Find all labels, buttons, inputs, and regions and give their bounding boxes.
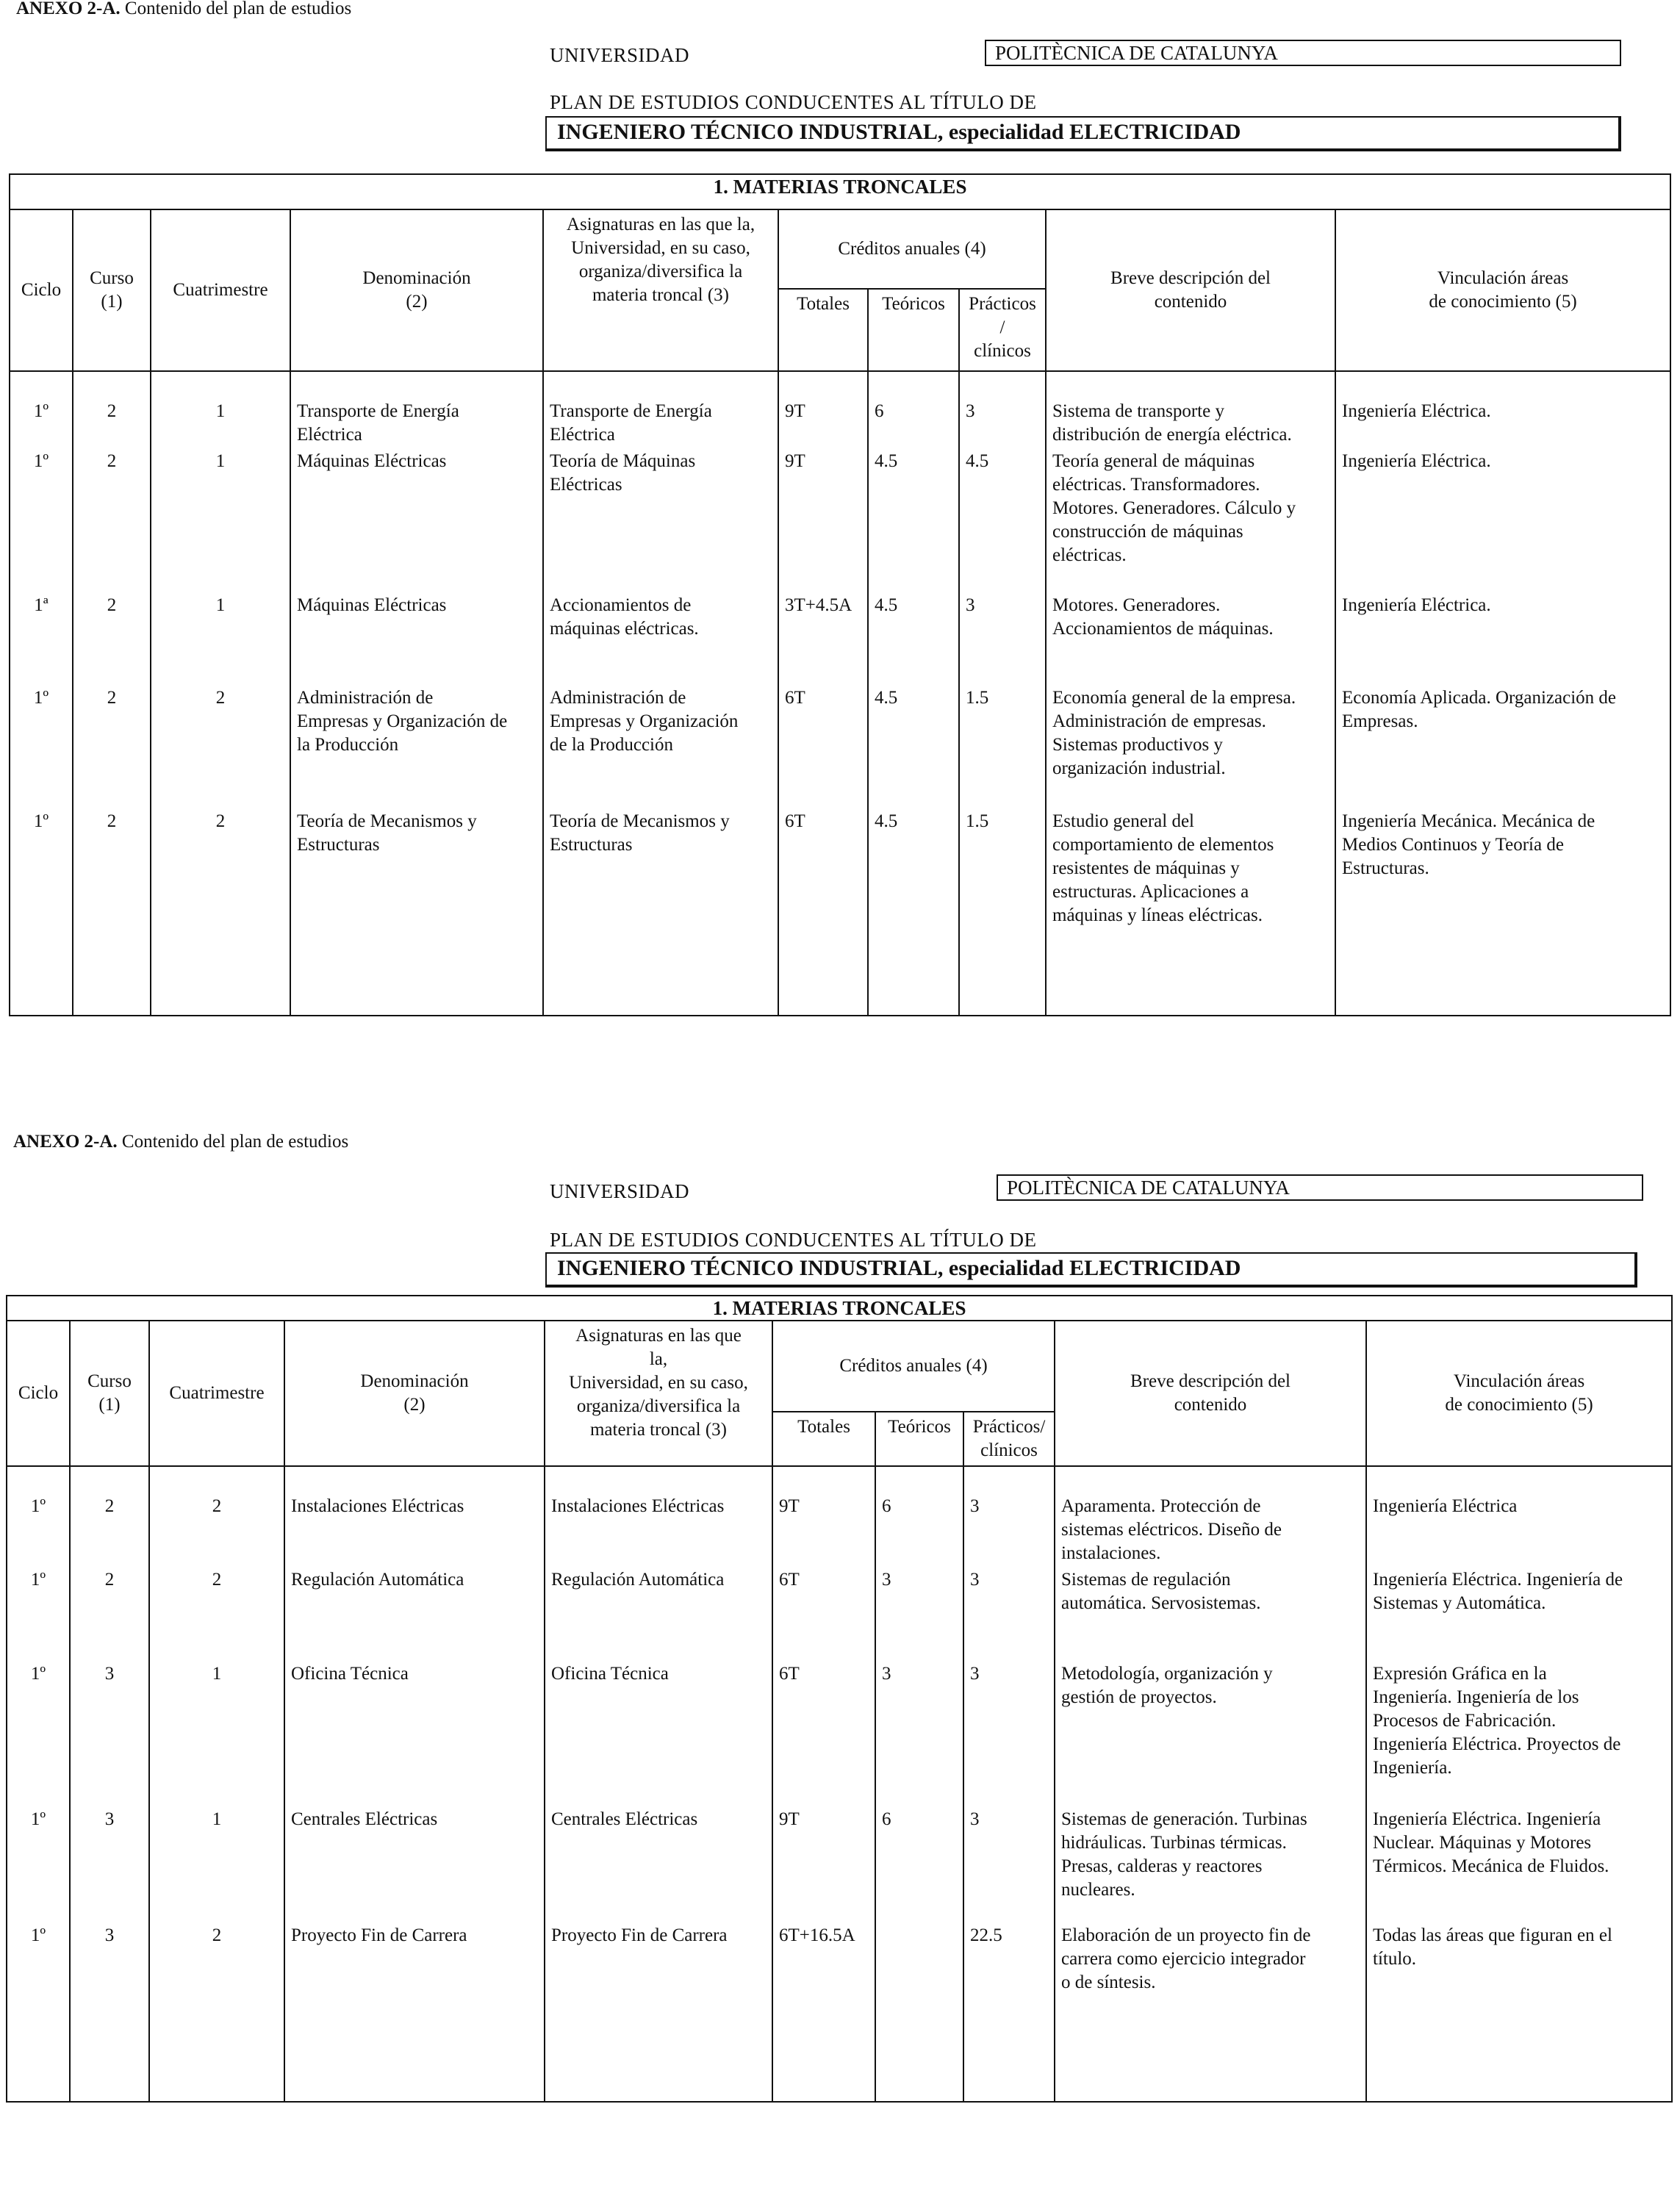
- teoricos-cell: 3: [875, 1565, 963, 1659]
- cuatrimestre-cell: 1: [151, 591, 290, 683]
- descripcion-cell: Motores. Generadores. Accionamientos de máquinas.: [1046, 591, 1335, 683]
- practicos-cell: 3: [963, 1659, 1055, 1805]
- header-creditos: Créditos anuales (4): [778, 209, 1046, 289]
- header-practicos: Prácticos/ clínicos: [963, 1412, 1055, 1466]
- practicos-cell: 22.5: [963, 1921, 1055, 2102]
- practicos-cell: 1.5: [959, 807, 1046, 1016]
- table-row: [7, 1805, 1672, 1921]
- curso-cell: 3: [70, 1805, 149, 1921]
- vinculacion-cell: Economía Aplicada. Organización de Empresas.: [1335, 683, 1670, 807]
- table-row: [7, 1659, 1672, 1805]
- denominacion-cell: Máquinas Eléctricas: [290, 447, 543, 591]
- descripcion-cell: Sistemas de generación. Turbinas hidráulicas. Turbinas térmicas. Presas, calderas y reactores nucleares.: [1055, 1805, 1366, 1921]
- university-name-box: POLITÈCNICA DE CATALUNYA: [985, 40, 1621, 66]
- teoricos-cell: 4.5: [868, 807, 959, 1016]
- denominacion-cell: Administración de Empresas y Organización de la Producción: [290, 683, 543, 807]
- totales-cell: 6T: [778, 683, 868, 807]
- vinculacion-cell: Ingeniería Eléctrica.: [1335, 447, 1670, 591]
- ciclo-cell: 1º: [10, 683, 73, 807]
- header-practicos: Prácticos / clínicos: [959, 289, 1046, 371]
- university-label: UNIVERSIDAD: [550, 1180, 689, 1202]
- ciclo-cell: 1º: [10, 447, 73, 591]
- asignatura-cell: Centrales Eléctricas: [545, 1805, 772, 1921]
- header-curso: Curso (1): [73, 209, 151, 371]
- header-creditos: Créditos anuales (4): [772, 1321, 1055, 1412]
- degree-title-box: INGENIERO TÉCNICO INDUSTRIAL, especialidad ELECTRICIDAD: [545, 116, 1621, 151]
- header-asignaturas: Asignaturas en las que la, Universidad, en su caso, organiza/diversifica la materia troncal (3): [543, 209, 778, 371]
- asignatura-cell: Teoría de Mecanismos y Estructuras: [543, 807, 778, 1016]
- totales-cell: 6T+16.5A: [772, 1921, 875, 2102]
- cuatrimestre-cell: 1: [149, 1659, 284, 1805]
- header-cuatrimestre: Cuatrimestre: [149, 1321, 284, 1466]
- teoricos-cell: 6: [868, 371, 959, 447]
- cuatrimestre-cell: 1: [151, 371, 290, 447]
- header-curso: Curso (1): [70, 1321, 149, 1466]
- vinculacion-cell: Ingeniería Eléctrica. Ingeniería Nuclear. Máquinas y Motores Térmicos. Mecánica de Fluidos.: [1366, 1805, 1672, 1921]
- header-asignaturas: Asignaturas en las que la, Universidad, en su caso, organiza/diversifica la materia troncal (3): [545, 1321, 772, 1466]
- header-denominacion: Denominación (2): [284, 1321, 545, 1466]
- curso-cell: 3: [70, 1659, 149, 1805]
- header-teoricos: Teóricos: [868, 289, 959, 371]
- totales-cell: 6T: [778, 807, 868, 1016]
- totales-cell: 9T: [778, 447, 868, 591]
- practicos-cell: 4.5: [959, 447, 1046, 591]
- header-descripcion: Breve descripción del contenido: [1046, 209, 1335, 371]
- header-totales: Totales: [772, 1412, 875, 1466]
- asignatura-cell: Administración de Empresas y Organización de la Producción: [543, 683, 778, 807]
- ciclo-cell: 1º: [7, 1466, 70, 1565]
- asignatura-cell: Proyecto Fin de Carrera: [545, 1921, 772, 2102]
- header-ciclo: Ciclo: [10, 209, 73, 371]
- vinculacion-cell: Expresión Gráfica en la Ingeniería. Ingeniería de los Procesos de Fabricación. Ingeniería Eléctrica. Proyectos de Ingeniería.: [1366, 1659, 1672, 1805]
- plan-label: PLAN DE ESTUDIOS CONDUCENTES AL TÍTULO DE: [550, 91, 1037, 113]
- practicos-cell: 3: [963, 1805, 1055, 1921]
- teoricos-cell: 6: [875, 1466, 963, 1565]
- ciclo-cell: 1º: [7, 1565, 70, 1659]
- practicos-cell: 1.5: [959, 683, 1046, 807]
- descripcion-cell: Sistema de transporte y distribución de energía eléctrica.: [1046, 371, 1335, 447]
- asignatura-cell: Accionamientos de máquinas eléctricas.: [543, 591, 778, 683]
- cuatrimestre-cell: 1: [149, 1805, 284, 1921]
- totales-cell: 3T+4.5A: [778, 591, 868, 683]
- header-descripcion: Breve descripción del contenido: [1055, 1321, 1366, 1466]
- cuatrimestre-cell: 2: [149, 1466, 284, 1565]
- descripcion-cell: Metodología, organización y gestión de proyectos.: [1055, 1659, 1366, 1805]
- totales-cell: 6T: [772, 1659, 875, 1805]
- vinculacion-cell: Ingeniería Eléctrica.: [1335, 591, 1670, 683]
- curso-cell: 2: [73, 591, 151, 683]
- table-row: [10, 807, 1670, 1016]
- header-vinculacion: Vinculación áreas de conocimiento (5): [1366, 1321, 1672, 1466]
- header-vinculacion: Vinculación áreas de conocimiento (5): [1335, 209, 1670, 371]
- totales-cell: 6T: [772, 1565, 875, 1659]
- section-title: 1. MATERIAS TRONCALES: [7, 1296, 1672, 1321]
- ciclo-cell: 1º: [10, 807, 73, 1016]
- cuatrimestre-cell: 2: [149, 1921, 284, 2102]
- denominacion-cell: Máquinas Eléctricas: [290, 591, 543, 683]
- practicos-cell: 3: [959, 591, 1046, 683]
- teoricos-cell: [875, 1921, 963, 2102]
- teoricos-cell: 4.5: [868, 591, 959, 683]
- materias-troncales-table-page1: [9, 173, 1671, 1016]
- header-totales: Totales: [778, 289, 868, 371]
- ciclo-cell: 1ª: [10, 591, 73, 683]
- totales-cell: 9T: [772, 1805, 875, 1921]
- table-row: [10, 447, 1670, 591]
- descripcion-cell: Estudio general del comportamiento de elementos resistentes de máquinas y estructuras. Aplicaciones a máquinas y líneas eléctricas.: [1046, 807, 1335, 1016]
- denominacion-cell: Teoría de Mecanismos y Estructuras: [290, 807, 543, 1016]
- table-row: [7, 1565, 1672, 1659]
- plan-label: PLAN DE ESTUDIOS CONDUCENTES AL TÍTULO DE: [550, 1229, 1037, 1251]
- practicos-cell: 3: [963, 1565, 1055, 1659]
- university-name-box: POLITÈCNICA DE CATALUNYA: [997, 1174, 1643, 1201]
- curso-cell: 2: [73, 371, 151, 447]
- materias-troncales-table-page2: [6, 1295, 1673, 2103]
- header-denominacion: Denominación (2): [290, 209, 543, 371]
- cuatrimestre-cell: 1: [151, 447, 290, 591]
- denominacion-cell: Proyecto Fin de Carrera: [284, 1921, 545, 2102]
- totales-cell: 9T: [778, 371, 868, 447]
- teoricos-cell: 4.5: [868, 683, 959, 807]
- teoricos-cell: 3: [875, 1659, 963, 1805]
- curso-cell: 2: [70, 1466, 149, 1565]
- table-row: [10, 591, 1670, 683]
- section-title: 1. MATERIAS TRONCALES: [10, 174, 1670, 209]
- degree-title-box: INGENIERO TÉCNICO INDUSTRIAL, especialidad ELECTRICIDAD: [545, 1252, 1637, 1288]
- vinculacion-cell: Ingeniería Mecánica. Mecánica de Medios Continuos y Teoría de Estructuras.: [1335, 807, 1670, 1016]
- university-label: UNIVERSIDAD: [550, 44, 689, 66]
- denominacion-cell: Regulación Automática: [284, 1565, 545, 1659]
- descripcion-cell: Aparamenta. Protección de sistemas eléctricos. Diseño de instalaciones.: [1055, 1466, 1366, 1565]
- vinculacion-cell: Ingeniería Eléctrica: [1366, 1466, 1672, 1565]
- curso-cell: 2: [73, 683, 151, 807]
- table-row: [10, 371, 1670, 447]
- denominacion-cell: Centrales Eléctricas: [284, 1805, 545, 1921]
- vinculacion-cell: Ingeniería Eléctrica.: [1335, 371, 1670, 447]
- annex-heading: ANEXO 2-A. Contenido del plan de estudios: [13, 1132, 349, 1152]
- vinculacion-cell: Todas las áreas que figuran en el título.: [1366, 1921, 1672, 2102]
- descripcion-cell: Economía general de la empresa. Administración de empresas. Sistemas productivos y organización industrial.: [1046, 683, 1335, 807]
- teoricos-cell: 4.5: [868, 447, 959, 591]
- practicos-cell: 3: [963, 1466, 1055, 1565]
- descripcion-cell: Teoría general de máquinas eléctricas. Transformadores. Motores. Generadores. Cálculo y construcción de máquinas eléctricas.: [1046, 447, 1335, 591]
- curso-cell: 2: [73, 447, 151, 591]
- table-row: [7, 1921, 1672, 2102]
- asignatura-cell: Regulación Automática: [545, 1565, 772, 1659]
- table-row: [10, 683, 1670, 807]
- header-ciclo: Ciclo: [7, 1321, 70, 1466]
- asignatura-cell: Oficina Técnica: [545, 1659, 772, 1805]
- curso-cell: 2: [70, 1565, 149, 1659]
- cuatrimestre-cell: 2: [149, 1565, 284, 1659]
- asignatura-cell: Teoría de Máquinas Eléctricas: [543, 447, 778, 591]
- ciclo-cell: 1º: [7, 1805, 70, 1921]
- curso-cell: 3: [70, 1921, 149, 2102]
- denominacion-cell: Oficina Técnica: [284, 1659, 545, 1805]
- ciclo-cell: 1º: [10, 371, 73, 447]
- table-row: [7, 1466, 1672, 1565]
- totales-cell: 9T: [772, 1466, 875, 1565]
- header-teoricos: Teóricos: [875, 1412, 963, 1466]
- practicos-cell: 3: [959, 371, 1046, 447]
- ciclo-cell: 1º: [7, 1659, 70, 1805]
- denominacion-cell: Transporte de Energía Eléctrica: [290, 371, 543, 447]
- annex-heading: ANEXO 2-A. Contenido del plan de estudios: [16, 0, 352, 18]
- asignatura-cell: Transporte de Energía Eléctrica: [543, 371, 778, 447]
- header-cuatrimestre: Cuatrimestre: [151, 209, 290, 371]
- teoricos-cell: 6: [875, 1805, 963, 1921]
- cuatrimestre-cell: 2: [151, 807, 290, 1016]
- descripcion-cell: Elaboración de un proyecto fin de carrera como ejercicio integrador o de síntesis.: [1055, 1921, 1366, 2102]
- descripcion-cell: Sistemas de regulación automática. Servosistemas.: [1055, 1565, 1366, 1659]
- vinculacion-cell: Ingeniería Eléctrica. Ingeniería de Sistemas y Automática.: [1366, 1565, 1672, 1659]
- ciclo-cell: 1º: [7, 1921, 70, 2102]
- denominacion-cell: Instalaciones Eléctricas: [284, 1466, 545, 1565]
- asignatura-cell: Instalaciones Eléctricas: [545, 1466, 772, 1565]
- curso-cell: 2: [73, 807, 151, 1016]
- cuatrimestre-cell: 2: [151, 683, 290, 807]
